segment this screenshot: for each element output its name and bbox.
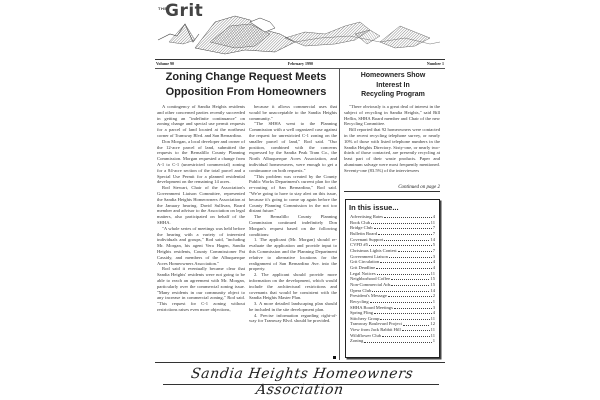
- leader-dots: [402, 327, 430, 331]
- masthead-prefix: THE: [158, 6, 168, 11]
- side-article-headline: [343, 71, 443, 100]
- paragraph: Don Morgan, a local developer and owner of the 12-acre parcel of land, submitted the requests to the Bernalillo County Planning Commission. Morgan requested a change from A-1 to C-1 (unrestricted commercial) zoning for a 84-acre section of the total parcel and a Special Use Permit for a planned residential development on the remaining 14 acres.: [157, 138, 245, 185]
- article-end-mark-icon: [333, 356, 336, 359]
- toc-label: SHHA Board Meetings: [350, 304, 393, 310]
- leader-dots: [384, 237, 429, 241]
- toc-page: 11: [430, 327, 435, 333]
- paragraph: 4. Precise information regarding right-of-way for Tramway Blvd. should be provided.: [249, 312, 337, 324]
- leader-dots: [372, 288, 429, 292]
- toc-page: 11: [430, 219, 435, 225]
- leader-dots: [374, 225, 432, 229]
- paragraph: "The SHHA went to the Planning Commission with a well organized case against the request for unrestricted C-1 zoning on the smaller parcel of land," Rod said. "Our position, combined with the concerns expressed by the Sandia Peak Tram Co., the North Albuquerque Acres Association, and individual homeowners, were enough to get a continuance on both requests.": [249, 121, 337, 173]
- headline-line: Recycling Program: [361, 91, 425, 98]
- leader-dots: [380, 259, 431, 263]
- toc-label: President's Message: [350, 293, 387, 299]
- leader-dots: [398, 248, 432, 252]
- volume-label: Volume 90: [156, 61, 174, 66]
- leader-dots: [371, 220, 430, 224]
- leader-dots: [391, 276, 429, 280]
- lead-article-column-1: [157, 104, 245, 313]
- issue-info-bar: [155, 59, 445, 69]
- leader-dots: [370, 299, 432, 303]
- toc-page: 7: [432, 225, 435, 231]
- headline-line: Zoning Change Request Meets: [165, 71, 327, 83]
- leader-dots: [369, 242, 432, 246]
- toc-page: 15: [430, 276, 435, 282]
- toc-page: 11: [430, 270, 435, 276]
- leader-dots: [380, 316, 429, 320]
- leader-dots: [391, 282, 429, 286]
- toc-page: 4: [432, 264, 435, 270]
- masthead: [155, 0, 445, 60]
- paragraph: 3. A more detailed landscaping plan should be included in the site development plan.: [249, 301, 337, 312]
- toc-label: Book Club: [350, 219, 371, 225]
- paragraph: Bill reported that 92 homeowners were contacted in the recent recycling telephone survey, or nearly 10% of those with listed telephone numbers in the Sandia Heights Directory. Sixty-one, or nearly two-thirds of those contacted, are presently recycling at least part of their waste products. Paper and aluminum salvage were most frequently mentioned. Seventy-one (83.5%) of the interviewees: [344, 127, 440, 173]
- toc-label: Recycling: [350, 298, 369, 304]
- headline-line: Interest In: [376, 81, 410, 89]
- toc-label: Opera Club: [350, 287, 372, 293]
- leader-dots: [389, 254, 432, 258]
- toc-page: 7: [432, 247, 435, 253]
- toc-page: 14: [430, 287, 435, 293]
- side-article-body: [344, 104, 440, 174]
- leader-dots: [374, 310, 432, 314]
- toc-label: Tramway Boulevard Project: [350, 321, 402, 327]
- toc-page: 1: [432, 298, 435, 304]
- lead-article-headline: [155, 70, 337, 100]
- table-of-contents: [346, 214, 439, 344]
- toc-label: CVFD #5: [350, 242, 368, 248]
- toc-page: 15: [430, 281, 435, 287]
- toc-label: Bridge Club: [350, 225, 373, 231]
- toc-page: 3: [432, 304, 435, 310]
- toc-label: Neighborhood Coffee: [350, 276, 391, 282]
- toc-label: Wildflower Club: [350, 332, 382, 338]
- mountain-illustration-icon: [155, 12, 445, 57]
- toc-label: Grit Circulation: [350, 259, 380, 265]
- toc-page: 4: [432, 310, 435, 316]
- leader-dots: [378, 231, 432, 235]
- toc-page: 4: [432, 259, 435, 265]
- paragraph: "There obviously is a great deal of interest in the subject of recycling in Sandia Heights," said Bill Heflin, SHHA Board member and Chair of the new Recycling Committee.: [344, 104, 440, 127]
- toc-label: Covenant Support: [350, 236, 384, 242]
- in-this-issue-box: [345, 199, 440, 358]
- toc-page: 3: [432, 253, 435, 259]
- leader-dots: [377, 271, 430, 275]
- signature-underline: [163, 384, 439, 385]
- toc-page: 14: [430, 236, 435, 242]
- toc-page: 5: [432, 242, 435, 248]
- toc-page: 7: [432, 230, 435, 236]
- paragraph: 2. The applicant should provide more information on the development, which would include the architectural restrictions and covenants that would be consistent with the Sandia Heights Master Plan.: [249, 272, 337, 301]
- toc-label: Stitchery Group: [350, 315, 380, 321]
- leader-dots: [403, 321, 430, 325]
- toc-page: 1: [432, 338, 435, 344]
- leader-dots: [382, 333, 429, 337]
- paragraph: The Bernalillo County Planning Commission continued indefinitely Don Morgan's request based on the following conditions:: [249, 214, 337, 237]
- headline-line: Homeowners Show: [360, 72, 426, 79]
- toc-label: Bulletin Board: [350, 230, 378, 236]
- paragraph: "This problem was created by the County Public Works Department's current plan for the re-routing of San Bernardino," Rod said. "We're going to have to stay alert on this issue, because it's going to come up again before the County Planning Commission in the not too distant future.": [249, 173, 337, 214]
- leader-dots: [376, 265, 432, 269]
- issue-number: Number 1: [426, 61, 444, 66]
- leader-dots: [394, 305, 432, 309]
- paragraph: 1. The applicant (Mr. Morgan) should re-evaluate the application and provide input to this Commission and the Planning Department relative to alternative locations for the realignment of San Bernardino Ave. into the property.: [249, 237, 337, 272]
- paragraph: A contingency of Sandia Heights residents and other concerned parties recently succeeded in getting an "indefinite continuance" on zoning change and special use permit requests for a parcel of land located at the northeast corner of Tramway Blvd. and San Bernardino.: [157, 104, 245, 138]
- masthead-title: Grit: [165, 1, 204, 21]
- toc-label: Advertising Rates: [350, 214, 384, 219]
- toc-page: 11: [430, 332, 435, 338]
- toc-label: Christmas Lights Contest: [350, 247, 397, 253]
- headline-line: Opposition From Homeowners: [165, 86, 327, 98]
- toc-label: Government Liaison: [350, 253, 388, 259]
- leader-dots: [364, 338, 431, 342]
- organization-signature: Sandia Heights Homeowners Association: [189, 366, 415, 398]
- toc-page: 4: [432, 214, 435, 219]
- toc-label: Zoning: [350, 338, 364, 344]
- leader-dots: [388, 293, 432, 297]
- leader-dots: [384, 214, 432, 218]
- toc-label: View from Jack Rabbit Hill: [350, 327, 401, 333]
- paragraph: "A whole series of meetings was held before the hearing with a variety of interested individuals and groups," Rod said, "including Mr. Morgan, his agent Vera Hagen, Sandia Heights residents, County Commissioner Pat Cassidy, and members of the Albuquerque Acres Homeowners Association.": [157, 225, 245, 266]
- toc-label: Spring Fling: [350, 310, 374, 316]
- paragraph: because it allows commercial uses that would be unacceptable to the Sandia Heights community.": [249, 104, 337, 121]
- paragraph: Rod Stewart, Chair of the Association's Government Liaison Committee, represented the Sandia Heights Homeowners Association at the January hearing. David Sullivan, Board member and advisor to the Association on legal matters, also participated on behalf of the SHHA.: [157, 185, 245, 225]
- toc-page: 12: [430, 321, 435, 327]
- footer-divider: [155, 362, 445, 363]
- lead-article-column-2: [249, 104, 337, 324]
- toc-label: Non-Commercial Ads: [350, 281, 391, 287]
- paragraph: Rod said it eventually became clear that Sandia Heights' residents were not going to be able to reach an agreement with Mr. Morgan, particularly over the commercial zoning issue. "Many residents in our community object to any increase in commercial zoning," Rod said. "This request for C-1 zoning without restrictions raises even more objections,: [157, 266, 245, 312]
- newsletter-page: [155, 0, 445, 400]
- toc-item[interactable]: [350, 338, 435, 344]
- toc-page: 2: [432, 293, 435, 299]
- toc-page: 11: [430, 315, 435, 321]
- issue-date: February 1990: [287, 61, 314, 66]
- column-divider: [339, 68, 340, 360]
- continued-link[interactable]: Continued on page 2: [344, 185, 440, 192]
- toc-label: Grit Deadline: [350, 264, 376, 270]
- toc-label: Legal Notices: [350, 270, 376, 276]
- in-this-issue-title: In this issue...: [349, 203, 399, 212]
